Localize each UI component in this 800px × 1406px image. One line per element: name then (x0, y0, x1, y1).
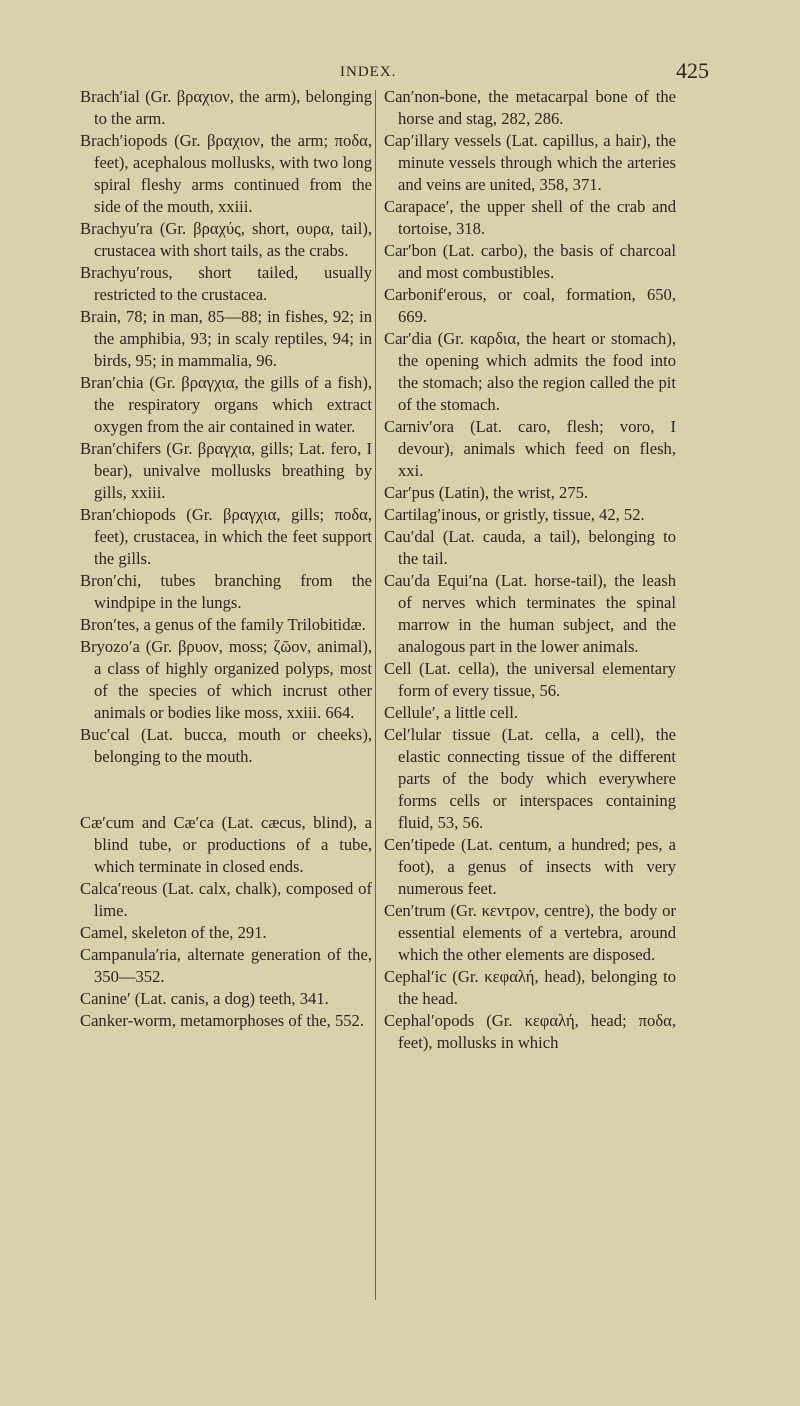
index-entry: Buc′cal (Lat. bucca, mouth or cheeks), belonging to the mouth. (80, 725, 372, 766)
index-entry: Cæ′cum and Cæ′ca (Lat. cæcus, blind), a blind tube, or productions of a tube, which terminate in closed ends. (80, 813, 372, 876)
index-entry: Brachyu′ra (Gr. βραχύς, short, ουρα, tail), crustacea with short tails, as the crabs. (80, 219, 372, 260)
index-entry: Cephal′ic (Gr. κεφαλή, head), belonging to the head. (384, 967, 676, 1008)
index-entry: Cau′dal (Lat. cauda, a tail), belonging to the tail. (384, 527, 676, 568)
index-entry: Cau′da Equi′na (Lat. horse-tail), the leash of nerves which terminates the spinal marrow in the human subject, and the analogous part in the lower animals. (384, 571, 676, 656)
index-entry: Cellule′, a little cell. (384, 703, 519, 722)
running-header: INDEX. (340, 64, 397, 80)
index-entry: Cartilag′inous, or gristly, tissue, 42, 52. (384, 505, 645, 524)
page-number: 425 (676, 58, 709, 83)
index-entry: Bran′chifers (Gr. βραγχια, gills; Lat. fero, I bear), univalve mollusks breathing by gills, xxiii. (80, 439, 372, 502)
index-entry: Car′dia (Gr. καρδια, the heart or stomach), the opening which admits the food into the stomach; also the region called the pit of the stomach. (384, 329, 676, 414)
index-entry: Camel, skeleton of the, 291. (80, 923, 267, 942)
index-entry: Cen′tipede (Lat. centum, a hundred; pes, a foot), a genus of insects with very numerous feet. (384, 835, 676, 898)
index-entry: Car′pus (Latin), the wrist, 275. (384, 483, 589, 502)
index-entry: Cel′lular tissue (Lat. cella, a cell), the elastic connecting tissue of the different parts of the body which everywhere forms cells or interspaces containing fluid, 53, 56. (384, 725, 676, 832)
column-divider (375, 90, 376, 1300)
index-entry: Cen′trum (Gr. κεντρον, centre), the body or essential elements of a vertebra, around which the other elements are disposed. (384, 901, 676, 964)
index-entry: Calca′reous (Lat. calx, chalk), composed of lime. (80, 879, 372, 920)
index-entry: Canine′ (Lat. canis, a dog) teeth, 341. (80, 989, 329, 1008)
index-entry: Brain, 78; in man, 85—88; in fishes, 92; in the amphibia, 93; in scaly reptiles, 94; in birds, 95; in mammalia, 96. (80, 307, 372, 370)
index-entry: Canker-worm, metamorphoses of the, 552. (80, 1011, 364, 1030)
index-entry: Cap′illary vessels (Lat. capillus, a hair), the minute vessels through which the arteries and veins are united, 358, 371. (384, 131, 676, 194)
index-entry: Brach′iopods (Gr. βραχιον, the arm; ποδα, feet), acephalous mollusks, with two long spiral fleshy arms continued from the side of the mouth, xxiii. (80, 131, 372, 216)
index-entry: Bran′chia (Gr. βραγχια, the gills of a fish), the respiratory organs which extract oxygen from the air contained in water. (80, 373, 372, 436)
index-entry: Carniv′ora (Lat. caro, flesh; voro, I devour), animals which feed on flesh, xxi. (384, 417, 676, 480)
index-entry: Cephal′opods (Gr. κεφαλή, head; ποδα, feet), mollusks in which (384, 1011, 676, 1052)
index-entry: Bran′chiopods (Gr. βραγχια, gills; ποδα, feet), crustacea, in which the feet support the gills. (80, 505, 372, 568)
index-entry: Bron′tes, a genus of the family Trilobitidæ. (80, 615, 366, 634)
index-entry: Can′non-bone, the metacarpal bone of the horse and stag, 282, 286. (384, 87, 676, 128)
index-entry: Car′bon (Lat. carbo), the basis of charcoal and most combustibles. (384, 241, 676, 282)
index-entry: Brach′ial (Gr. βραχιον, the arm), belonging to the arm. (80, 87, 372, 128)
left-column (80, 86, 372, 1032)
index-entry: Brachyu′rous, short tailed, usually restricted to the crustacea. (80, 263, 372, 304)
index-entry: Bryozo′a (Gr. βρυον, moss; ζῶον, animal), a class of highly organized polyps, most of the species of which incrust other animals or bodies like moss, xxiii. 664. (80, 637, 372, 722)
right-column (384, 86, 676, 1054)
index-entry: Cell (Lat. cella), the universal elementary form of every tissue, 56. (384, 659, 676, 700)
index-entry: Carapace′, the upper shell of the crab and tortoise, 318. (384, 197, 676, 238)
index-entry: Bron′chi, tubes branching from the windpipe in the lungs. (80, 571, 372, 612)
index-entry: Campanula′ria, alternate generation of the, 350—352. (80, 945, 372, 986)
index-entry: Carbonif′erous, or coal, formation, 650, 669. (384, 285, 676, 326)
section-gap (80, 768, 372, 812)
